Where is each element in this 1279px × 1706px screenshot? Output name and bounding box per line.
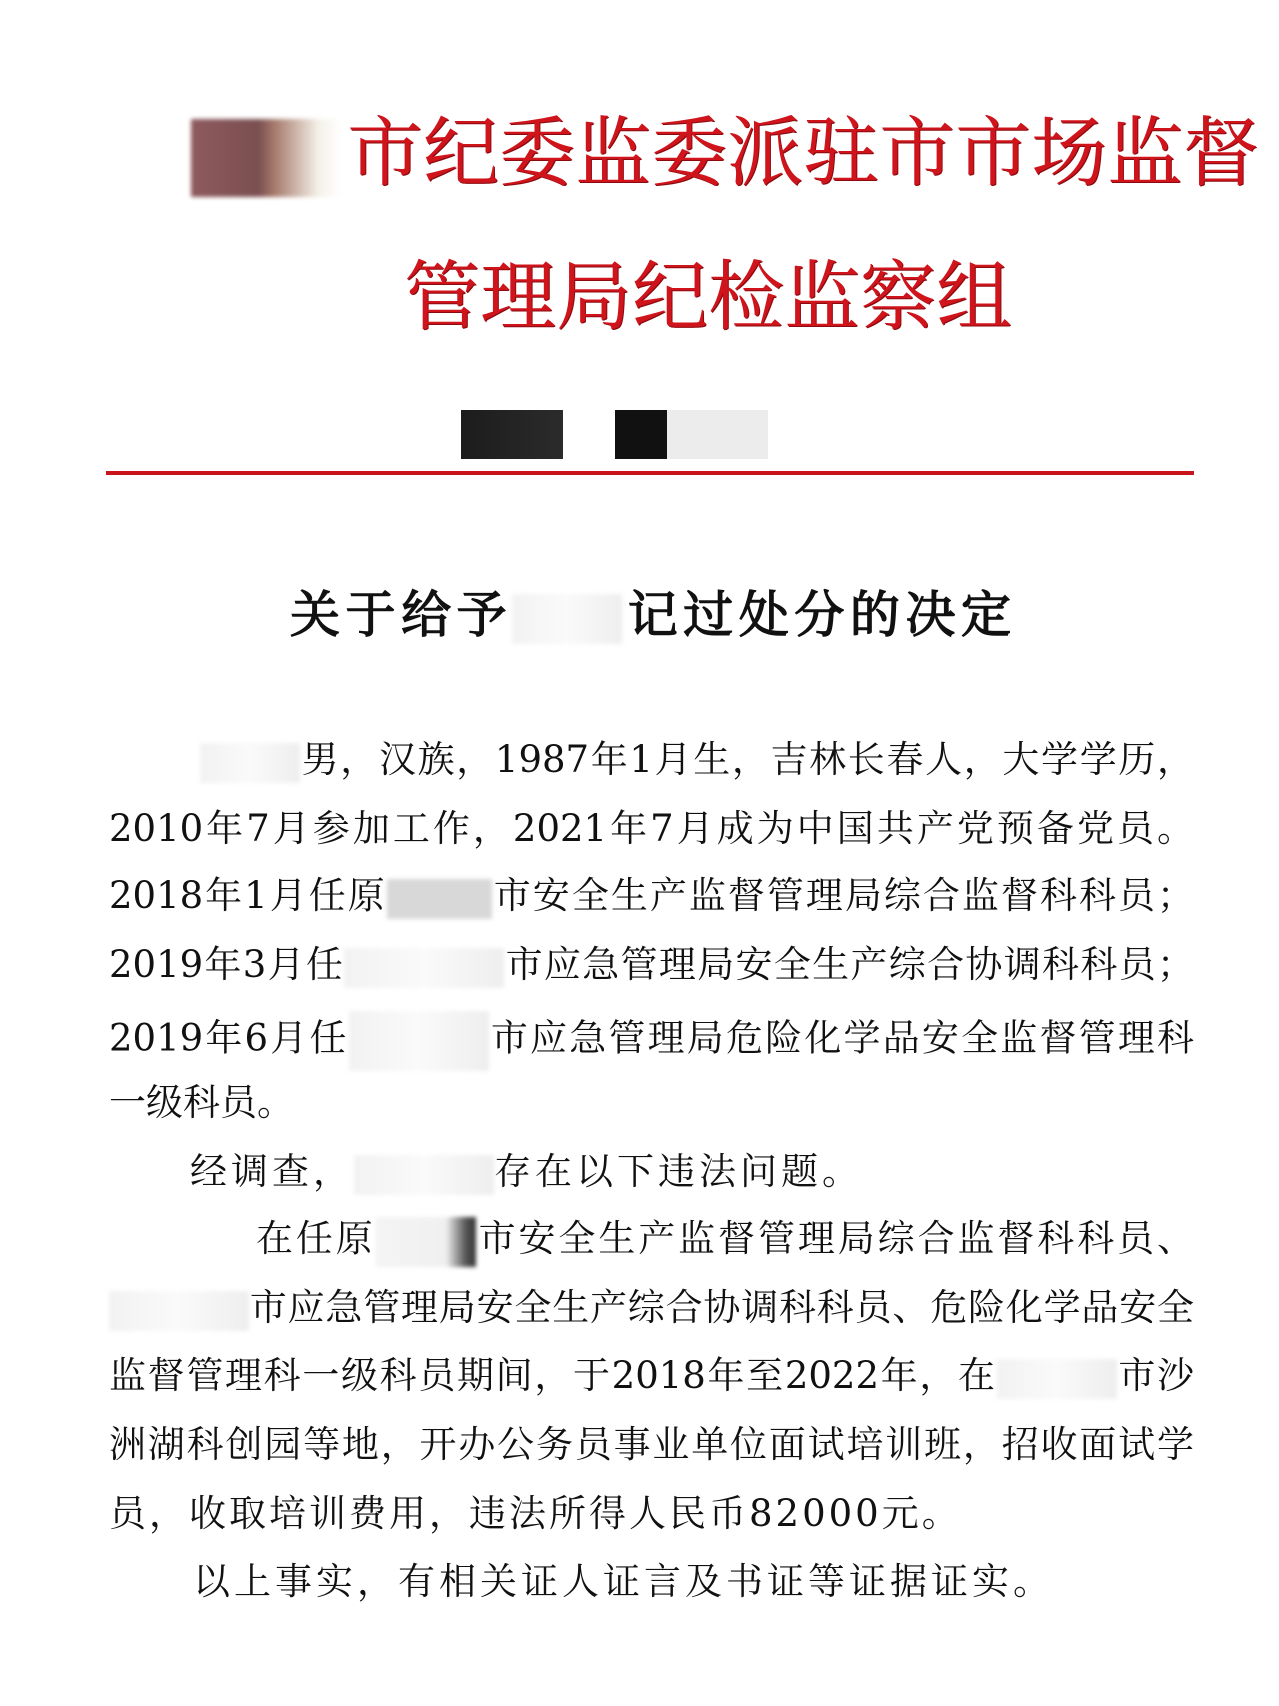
body-line bbox=[109, 1285, 1194, 1331]
body-text: 经调查， bbox=[190, 1150, 354, 1193]
redacted-name bbox=[200, 743, 300, 783]
body-line bbox=[200, 737, 1194, 783]
body-line bbox=[109, 1011, 1194, 1071]
redacted-city-name bbox=[191, 119, 341, 197]
body-text: 男，汉族，1987年1月生，吉林长春人，大学学历， bbox=[300, 738, 1194, 781]
redacted-city-name bbox=[109, 1291, 249, 1331]
document-title bbox=[290, 585, 1011, 645]
body-line bbox=[109, 942, 1194, 988]
body-line: 2010年7月参加工作，2021年7月成为中国共产党预备党员。 bbox=[109, 807, 1194, 850]
body-text: 市安全生产监督管理局综合监督科科员、 bbox=[475, 1217, 1195, 1260]
red-header-divider bbox=[106, 471, 1194, 475]
redacted-city-name bbox=[387, 879, 492, 919]
redacted-city-name bbox=[376, 1217, 476, 1267]
redacted-document-number bbox=[461, 410, 563, 459]
body-text: 市应急管理局安全生产综合协调科科员、危险化学品安全 bbox=[249, 1286, 1194, 1329]
body-text: 监督管理科一级科员期间，于2018年至2022年，在 bbox=[109, 1354, 997, 1397]
body-text: 2018年1月任原 bbox=[109, 874, 387, 917]
redacted-city-name bbox=[997, 1359, 1117, 1399]
body-line bbox=[109, 1353, 1194, 1399]
issuing-organization-line-1 bbox=[191, 108, 1259, 198]
body-line: 以上事实，有相关证人证言及书证等证据证实。 bbox=[193, 1560, 1054, 1603]
redacted-city-name bbox=[349, 1011, 489, 1071]
body-text: 存在以下违法问题。 bbox=[494, 1150, 863, 1193]
body-line: 员，收取培训费用，违法所得人民币82000元。 bbox=[109, 1492, 962, 1535]
issuing-organization-line-2: 管理局纪检监察组 bbox=[404, 252, 1012, 341]
body-text: 市沙 bbox=[1116, 1354, 1195, 1397]
org-name-text: 市纪委监委派驻市市场监督 bbox=[347, 108, 1259, 197]
redacted-document-number-3 bbox=[667, 410, 768, 459]
body-text: 市应急管理局安全生产综合协调科科员； bbox=[504, 943, 1195, 986]
title-suffix: 记过处分的决定 bbox=[622, 586, 1012, 644]
redacted-city-name bbox=[344, 948, 504, 988]
body-text: 2019年6月任 bbox=[109, 1016, 349, 1060]
body-text: 市应急管理局危险化学品安全监督管理科 bbox=[488, 1016, 1195, 1060]
redacted-name bbox=[354, 1155, 494, 1195]
redacted-document-number-2 bbox=[615, 410, 667, 459]
body-line bbox=[256, 1216, 1194, 1267]
body-line bbox=[109, 873, 1194, 919]
body-text: 市安全生产监督管理局综合监督科科员； bbox=[491, 874, 1195, 917]
redacted-name bbox=[512, 594, 622, 644]
title-prefix: 关于给予 bbox=[290, 586, 513, 644]
body-text: 2019年3月任 bbox=[109, 943, 345, 986]
body-text: 在任原 bbox=[256, 1217, 376, 1260]
body-line bbox=[190, 1149, 1275, 1195]
body-line: 一级科员。 bbox=[109, 1081, 294, 1124]
body-line: 洲湖科创园等地，开办公务员事业单位面试培训班，招收面试学 bbox=[109, 1423, 1194, 1466]
